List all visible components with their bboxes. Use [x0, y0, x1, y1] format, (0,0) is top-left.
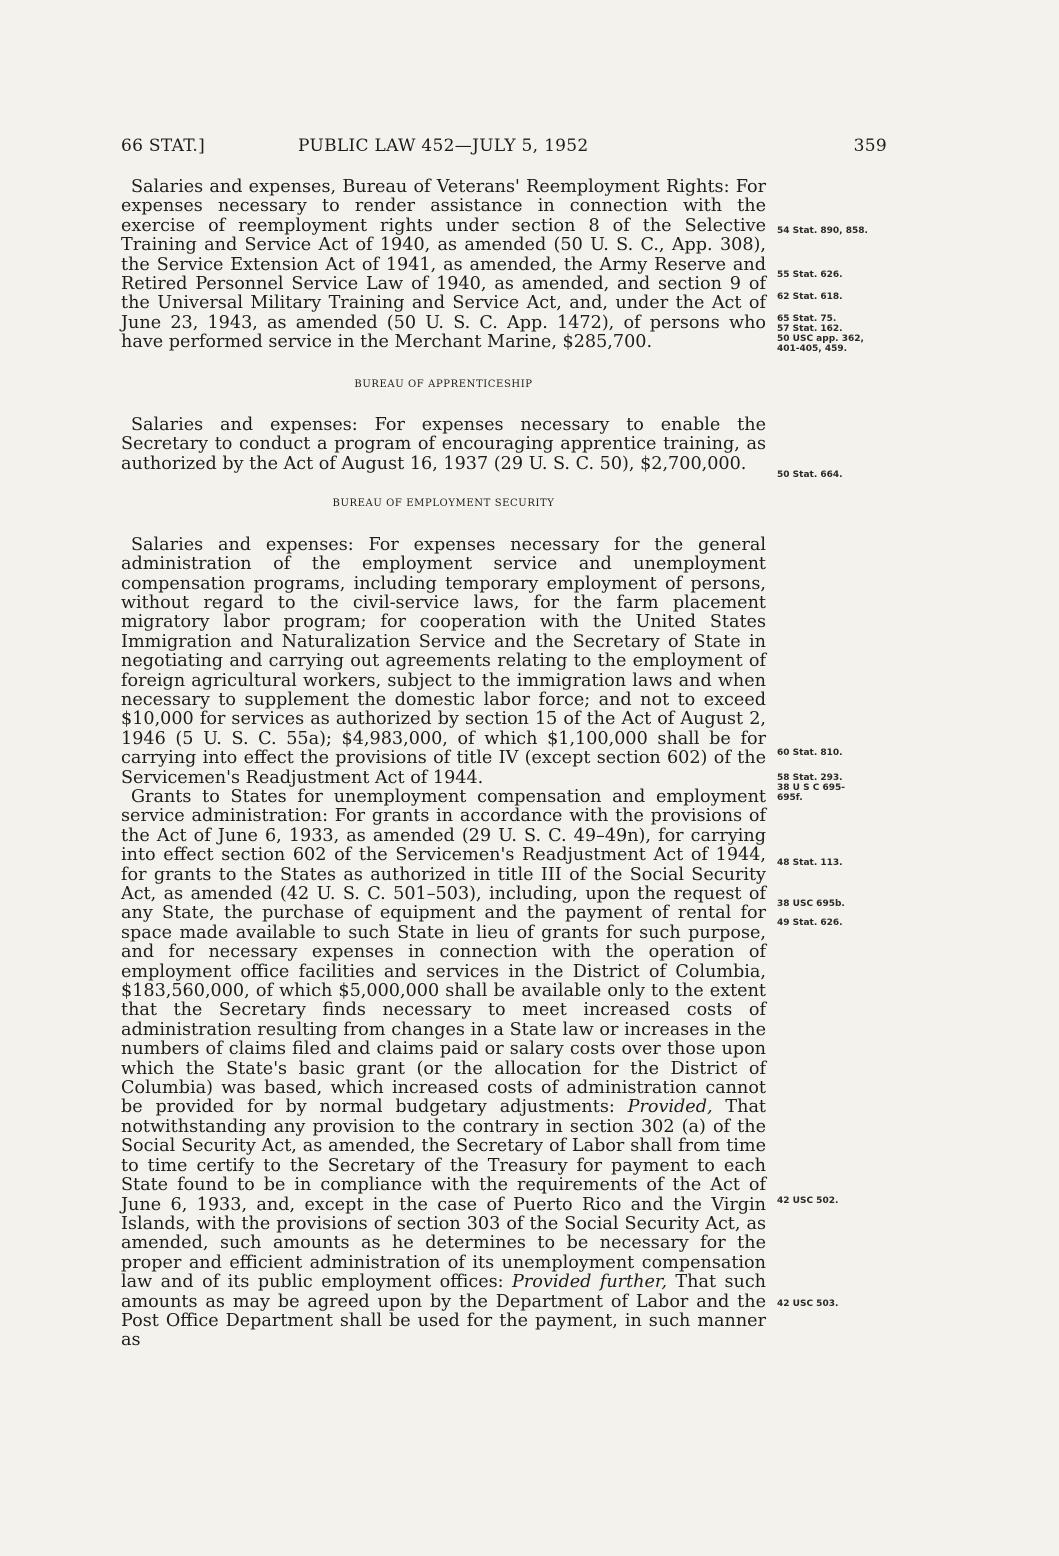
heading-employment-security: BUREAU OF EMPLOYMENT SECURITY [332, 498, 555, 510]
volume-reference: 66 STAT.] [121, 136, 206, 156]
provided-clause: Provided, [627, 1097, 713, 1118]
margin-note: 38 USC 695b. [777, 899, 845, 909]
grants-text-b: That notwithstanding any provision to the contrary in section 302 (a) of the Social Security Act, as amended, the Secretary of Labor shall from time to time certify to the Secretary of the Treasury for payment to each State found to be in compliance with the requirements of the Act of June 6, 1933, and, except in the case of Puerto Rico and the Virgin Islands, with the provisions of section 303 of the Social Security Act, as amended, such amounts as he determines to be necessary for the proper and efficient administration of its unemployment compensation law and of its public employment offices: [121, 1097, 766, 1293]
margin-note: 54 Stat. 890, 858. [777, 226, 868, 236]
margin-note: 42 USC 503. [777, 1299, 839, 1309]
margin-note: 50 Stat. 664. [777, 470, 843, 480]
margin-note: 49 Stat. 626. [777, 918, 843, 928]
provided-further-clause: Provided further, [512, 1272, 667, 1293]
law-title: PUBLIC LAW 452—JULY 5, 1952 [298, 136, 589, 156]
page-header [121, 136, 887, 160]
margin-note: 48 Stat. 113. [777, 858, 843, 868]
grants-text-c: That such amounts as may be agreed upon by the Department of Labor and the Post Office Department shall be used for the payment, in such manner as [121, 1272, 767, 1351]
margin-note: 55 Stat. 626. [777, 270, 843, 280]
page-number: 359 [853, 136, 887, 156]
paragraph-veterans-reemployment: Salaries and expenses, Bureau of Veterans' Reemployment Rights: For expenses necessary to render assistance in connection with the exercise of reemployment rights under section 8 of the Selective Training and Service Act of 1940, as amended (50 U. S. C., App. 308), the Service Extension Act of 1941, as amended, the Army Reserve and Retired Personnel Service Law of 1940, as amended, and section 9 of the Universal Military Training and Service Act, and, under the Act of June 23, 1943, as amended (50 U. S. C. App. 1472), of persons who have performed service in the Merchant Marine, $285,700. [121, 177, 766, 353]
paragraph-employment-salaries: Salaries and expenses: For expenses necessary for the general administration of the employment service and unemployment compensation programs, including temporary employment of persons, without regard to the civil-service laws, for the farm placement migratory labor program; for cooperation with the United States Immigration and Naturalization Service and the Secretary of State in negotiating and carrying out agreements relating to the employment of foreign agricultural workers, subject to the immigration laws and when necessary to supplement the domestic labor force; and not to exceed $10,000 for services as authorized by section 15 of the Act of August 2, 1946 (5 U. S. C. 55a); $4,983,000, of which $1,100,000 shall be for carrying into effect the provisions of title IV (except section 602) of the Servicemen's Readjustment Act of 1944. [121, 534, 766, 788]
heading-apprenticeship: BUREAU OF APPRENTICESHIP [354, 378, 533, 390]
margin-note: 58 Stat. 293. 38 U S C 695- 695f. [777, 773, 845, 803]
body-text [121, 178, 766, 1351]
paragraph-grants-to-states [121, 788, 766, 1351]
margin-note: 62 Stat. 618. [777, 292, 843, 302]
margin-note: 60 Stat. 810. [777, 748, 843, 758]
margin-note: 65 Stat. 75. 57 Stat. 162. 50 USC app. 362, 401-405, 459. [777, 314, 864, 354]
grants-text-a: Grants to States for unemployment compensation and employment service administration: For grants in accordance with the provisions of the Act of June 6, 1933, as amended (29 U. S. C. 49–49n), for carrying into effect section 602 of the Servicemen's Readjustment Act of 1944, for grants to the States as authorized in title III of the Social Security Act, as amended (42 U. S. C. 501–503), including, upon the request of any State, the purchase of equipment and the payment of rental for space made available to such State in lieu of grants for such purpose, and for necessary expenses in connection with the operation of employment office facilities and services in the District of Columbia, $183,560,000, of which $5,000,000 shall be available only to the extent that the Secretary finds necessary to meet increased costs of administration resulting from changes in a State law or increases in the numbers of claims filed and claims paid or salary costs over those upon which the State's basic grant (or the allocation for the District of Columbia) was based, which increased costs of administration cannot be provided for by normal budgetary adjustments: [121, 786, 766, 1118]
paragraph-apprenticeship: Salaries and expenses: For expenses necessary to enable the Secretary to conduct a program of encouraging apprentice training, as authorized by the Act of August 16, 1937 (29 U. S. C. 50), $2,700,000. [121, 415, 766, 474]
margin-note: 42 USC 502. [777, 1196, 839, 1206]
